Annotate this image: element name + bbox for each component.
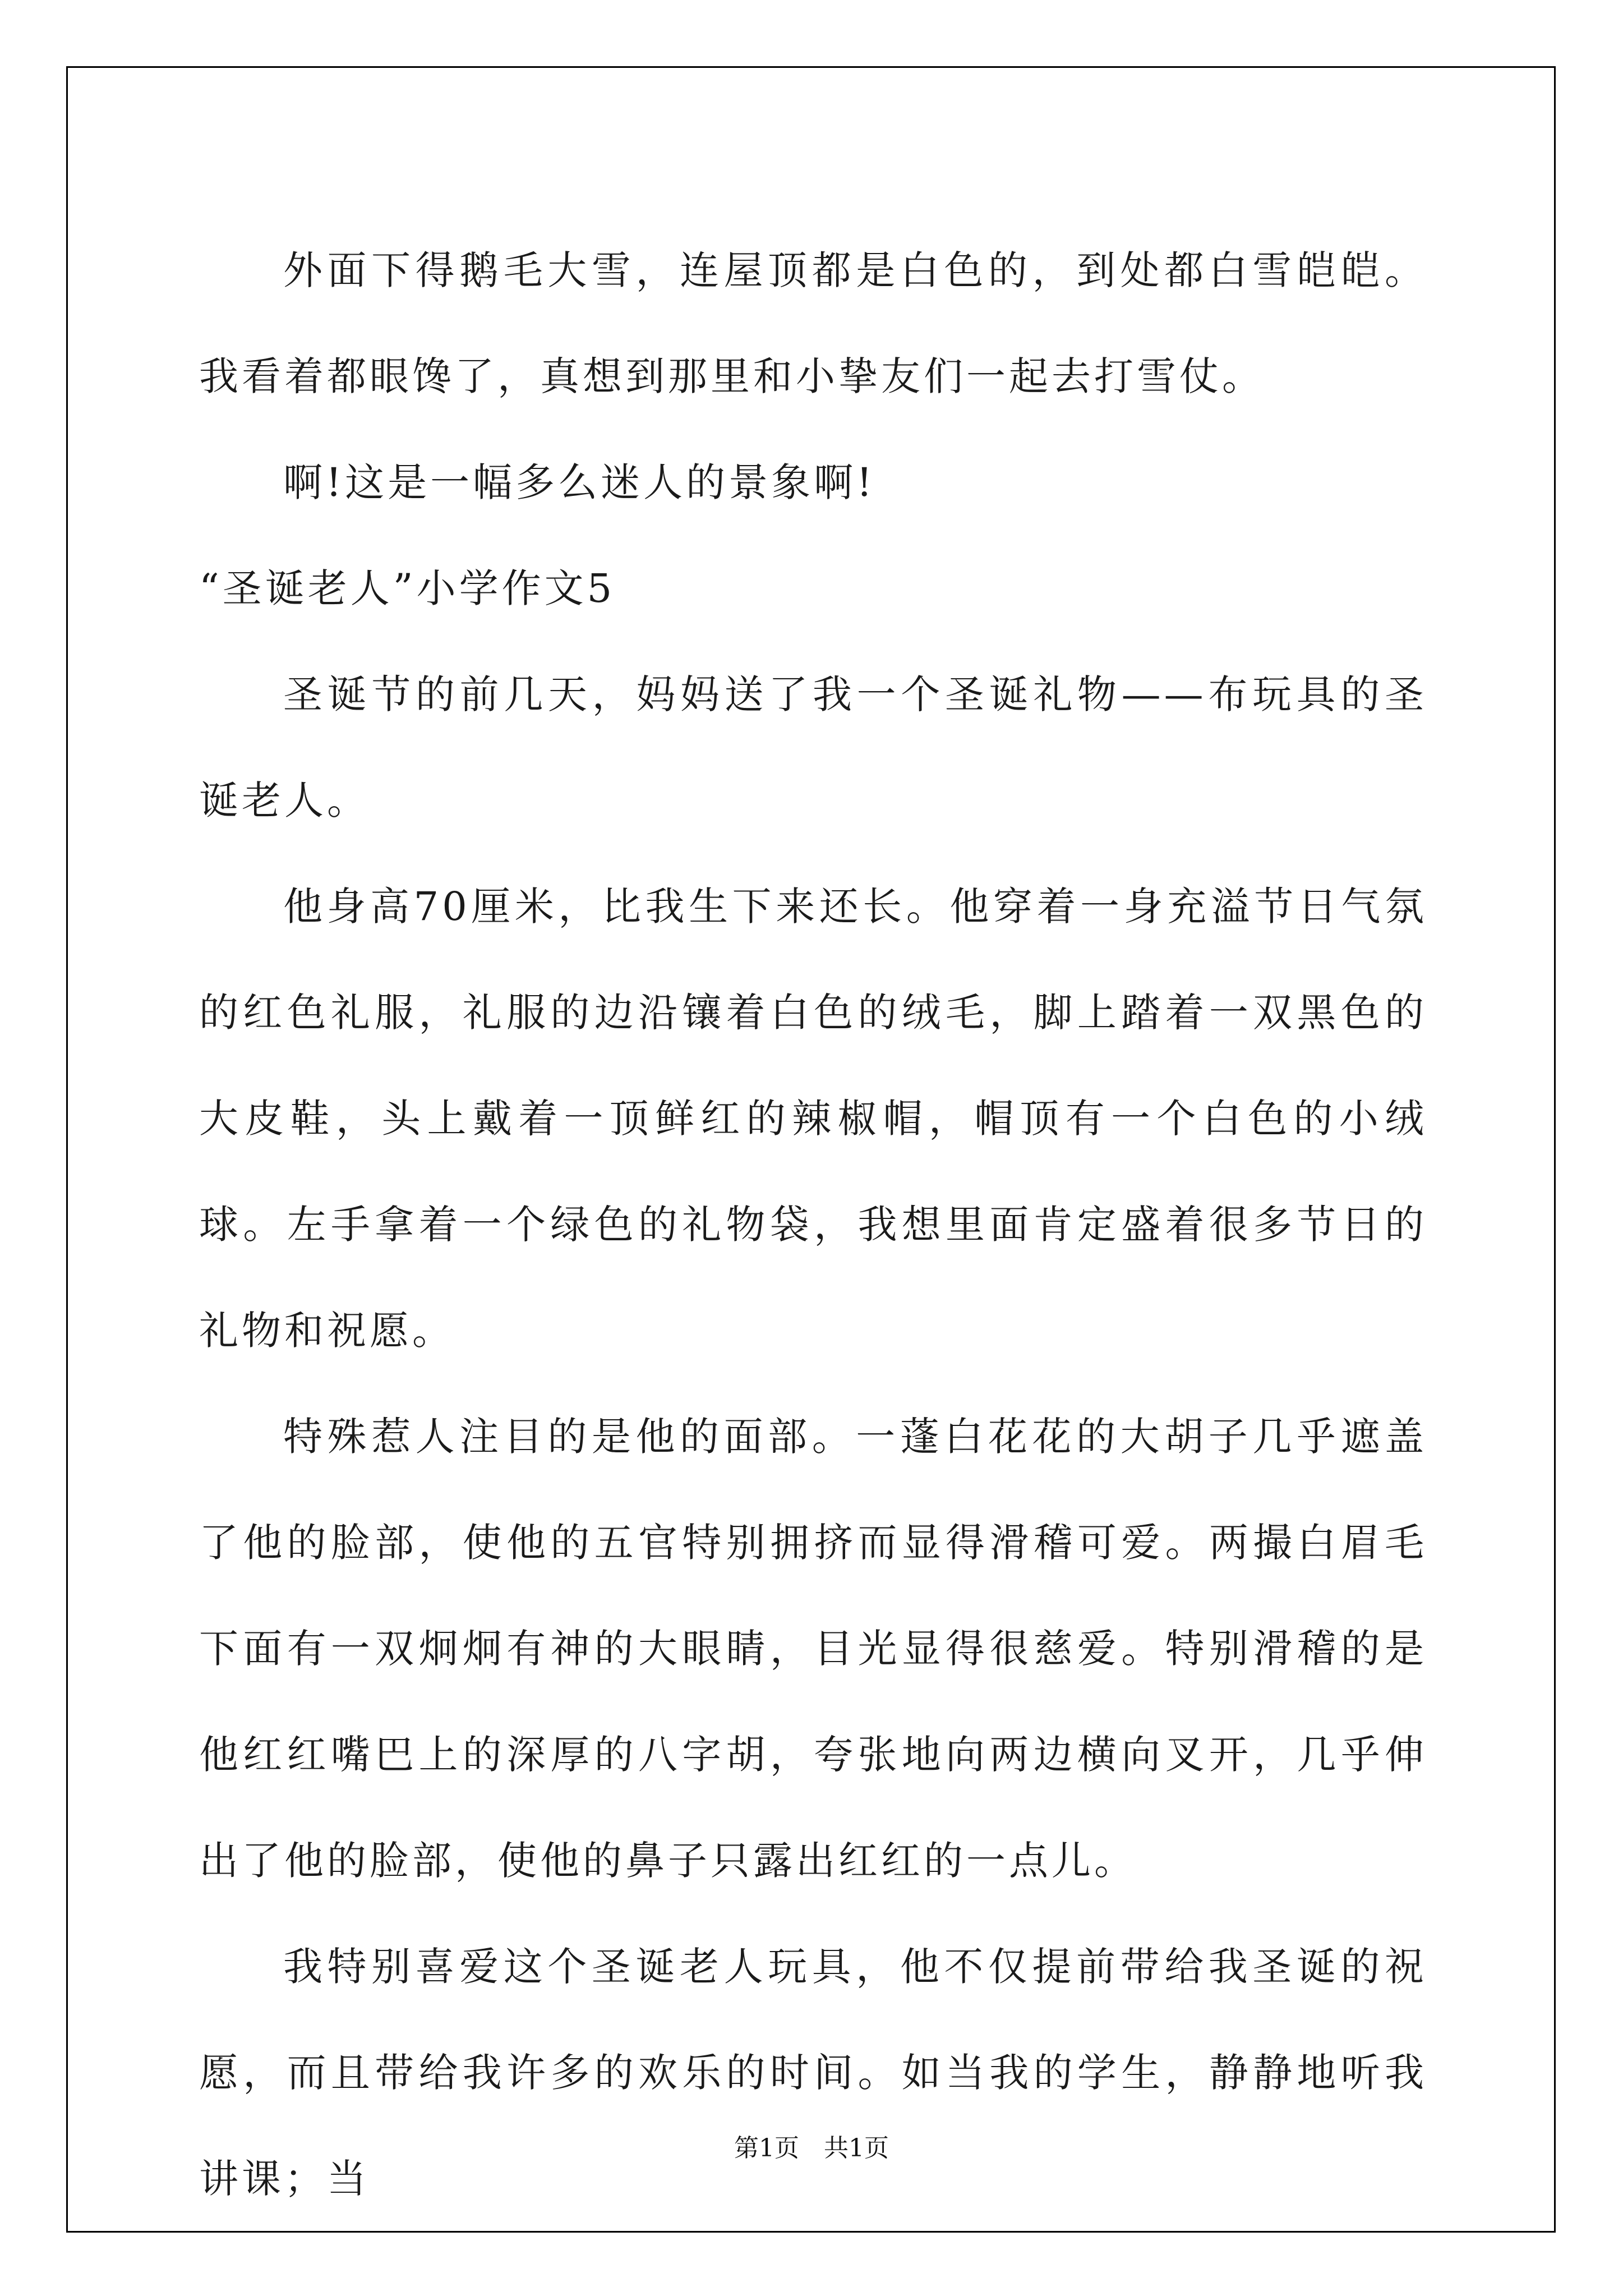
paragraph: 他身高70厘米，比我生下来还长。他穿着一身充溢节日气氛的红色礼服，礼服的边沿镶着白色的绒毛，脚上踏着一双黑色的大皮鞋，头上戴着一顶鲜红的辣椒帽，帽顶有一个白色的小绒球。左手拿着一个绿色的礼物袋，我想里面肯定盛着很多节日的礼物和祝愿。 <box>199 884 1427 1354</box>
paragraph: 我特别喜爱这个圣诞老人玩具，他不仅提前带给我圣诞的祝愿，而且带给我许多的欢乐的时间。如当我的学生，静静地听我讲课；当 <box>199 1944 1427 2202</box>
page-footer: 第1页 共1页 <box>734 2134 889 2162</box>
paragraph: 外面下得鹅毛大雪，连屋顶都是白色的，到处都白雪皑皑。我看着都眼馋了，真想到那里和小挚友们一起去打雪仗。 <box>199 247 1427 399</box>
paragraph: 圣诞节的前几天，妈妈送了我一个圣诞礼物——布玩具的圣诞老人。 <box>199 671 1427 823</box>
paragraph: 特殊惹人注目的是他的面部。一蓬白花花的大胡子几乎遮盖了他的脸部，使他的五官特别拥挤而显得滑稽可爱。两撮白眉毛下面有一双炯炯有神的大眼睛，目光显得很慈爱。特别滑稽的是他红红嘴巴上的深厚的八字胡，夸张地向两边横向叉开，几乎伸出了他的脸部，使他的鼻子只露出红红的一点儿。 <box>199 1414 1427 1884</box>
section-heading: “圣诞老人”小学作文5 <box>199 565 616 611</box>
document-body <box>199 218 1427 2232</box>
paragraph: 啊!这是一幅多么迷人的景象啊! <box>283 459 876 505</box>
